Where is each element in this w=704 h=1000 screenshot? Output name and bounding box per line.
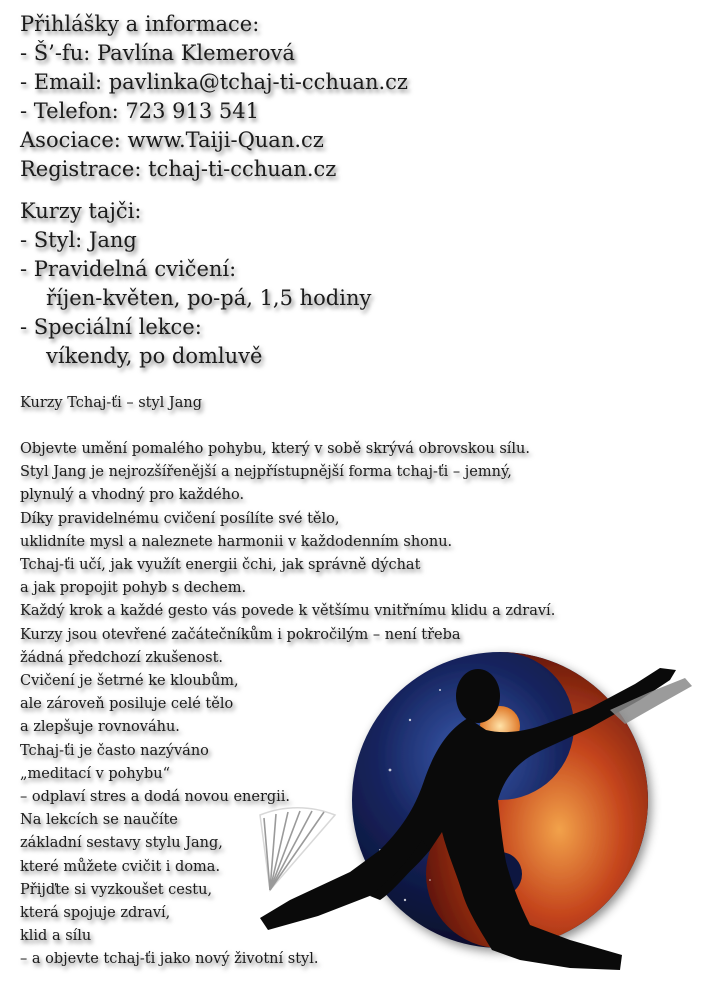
article-line: „meditací v pohybu“: [20, 765, 170, 782]
article-line: – a objevte tchaj-ťi jako nový životní styl.: [20, 951, 319, 968]
article-line: Tchaj-ťi je často nazýváno: [20, 742, 209, 759]
article-line: žádná předchozí zkušenost.: [20, 649, 224, 666]
contact-email: - Email: pavlinka@tchaj-ti-cchuan.cz: [20, 70, 408, 94]
contact-registration: Registrace: tchaj-ti-cchuan.cz: [20, 157, 337, 181]
article-line: základní sestavy stylu Jang,: [20, 835, 223, 852]
article-title: Kurzy Tchaj-ťi – styl Jang: [20, 395, 202, 411]
contact-phone: - Telefon: 723 913 541: [20, 99, 260, 123]
courses-special-label: - Speciální lekce:: [20, 315, 202, 339]
contact-association: Asociace: www.Taiji-Quan.cz: [20, 128, 324, 152]
courses-title: Kurzy tajči:: [20, 199, 142, 223]
contact-block: [20, 10, 408, 184]
article-line: Na lekcích se naučíte: [20, 812, 178, 829]
article-line: Tchaj-ťi učí, jak využít energii čchi, jak správně dýchat: [20, 557, 421, 574]
article-line: Díky pravidelnému cvičení posílíte své tělo,: [20, 510, 340, 527]
article-line: Přijďte si vyzkoušet cestu,: [20, 881, 213, 898]
article-line: Každý krok a každé gesto vás povede k většímu vnitřnímu klidu a zdraví.: [20, 603, 556, 620]
article-line: ale zároveň posiluje celé tělo: [20, 696, 234, 713]
contact-teacher: - Š’-fu: Pavlína Klemerová: [20, 41, 295, 65]
article-line: Cvičení je šetrné ke kloubům,: [20, 673, 239, 690]
article-line: uklidníte mysl a naleznete harmonii v každodenním shonu.: [20, 533, 453, 550]
courses-special-value: víkendy, po domluvě: [46, 344, 263, 368]
courses-regular-label: - Pravidelná cvičení:: [20, 257, 237, 281]
contact-heading: Přihlášky a informace:: [20, 12, 260, 36]
courses-block: [20, 197, 371, 371]
article-line: a zlepšuje rovnováhu.: [20, 719, 180, 736]
article-line: plynulý a vhodný pro každého.: [20, 487, 245, 504]
courses-style: - Styl: Jang: [20, 228, 137, 252]
article-line: klid a sílu: [20, 928, 92, 945]
article-line: Objevte umění pomalého pohybu, který v sobě skrývá obrovskou sílu.: [20, 441, 530, 457]
article-body: [20, 438, 555, 972]
courses-regular-value: říjen-květen, po-pá, 1,5 hodiny: [46, 286, 372, 310]
article-line: Styl Jang je nejrozšířenější a nejpřístupnější forma tchaj-ťi – jemný,: [20, 464, 512, 481]
article-line: Kurzy jsou otevřené začátečníkům i pokročilým – není třeba: [20, 626, 461, 643]
article-line: – odplaví stres a dodá novou energii.: [20, 789, 291, 806]
article-line: která spojuje zdraví,: [20, 905, 171, 922]
article-title-block: [20, 392, 202, 415]
article-line: které můžete cvičit i doma.: [20, 858, 221, 875]
article-line: a jak propojit pohyb s dechem.: [20, 580, 247, 597]
